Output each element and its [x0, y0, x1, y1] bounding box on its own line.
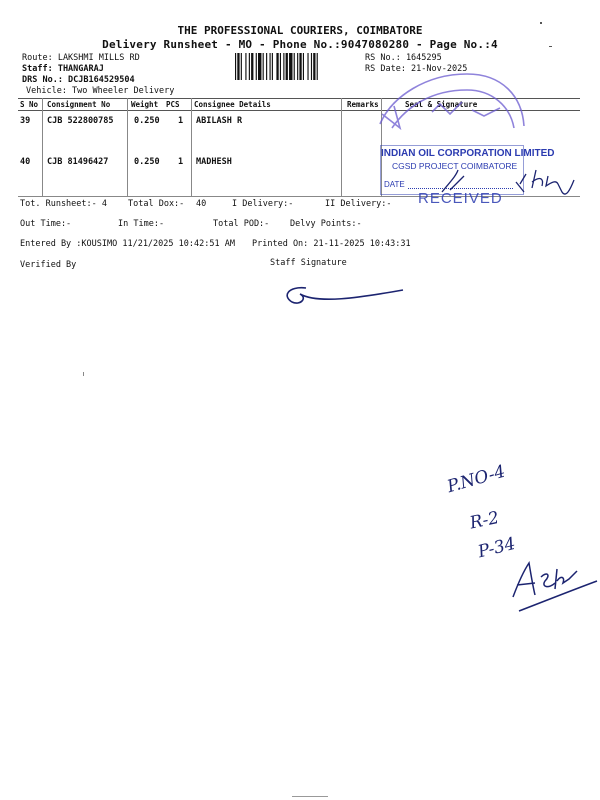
barcode-bar: [251, 53, 253, 80]
barcode-bar: [258, 53, 261, 80]
col-header-weight: Weight: [131, 100, 159, 109]
col-header-pcs: PCS: [166, 100, 180, 109]
barcode-bar: [289, 53, 292, 80]
barcode-bar: [241, 53, 242, 80]
staff-text: Staff: THANGARAJ: [22, 64, 104, 74]
stamp-company-name: INDIAN OIL CORPORATION LIMITED: [381, 148, 555, 159]
barcode-bar: [280, 53, 281, 80]
barcode-bar: [270, 53, 271, 80]
scan-speck: [83, 372, 84, 376]
entered-by: Entered By :KOUSIMO 11/21/2025 10:42:51 AM: [20, 239, 235, 249]
handwritten-initials: [505, 555, 600, 615]
table-col-divider: [341, 98, 342, 196]
barcode-bar: [266, 53, 267, 80]
barcode-bar: [245, 53, 246, 80]
col-header-seal: Seal & Signature: [405, 100, 478, 109]
barcode-bar: [294, 53, 295, 80]
col-header-remarks: Remarks: [347, 100, 379, 109]
cell-consignee: ABILASH R: [196, 116, 243, 126]
barcode-bar: [303, 53, 304, 80]
scan-speck: [540, 22, 542, 24]
route-text: Route: LAKSHMI MILLS RD: [22, 53, 140, 63]
barcode-bar: [313, 53, 315, 80]
total-dox-value: 40: [196, 199, 207, 209]
cell-consignee: MADHESH: [196, 157, 232, 167]
barcode-bar: [263, 53, 264, 80]
verified-by-label: Verified By: [20, 260, 77, 270]
tot-runsheet: Tot. Runsheet:- 4: [20, 199, 107, 209]
runsheet-subtitle: Delivery Runsheet - MO - Phone No.:9047080280 - Page No.:4: [102, 38, 498, 51]
col-header-consignee: Consignee Details: [194, 100, 271, 109]
stamp-date-label: DATE: [384, 180, 405, 189]
cell-sno: 40: [20, 157, 31, 167]
scan-speck: [549, 46, 552, 47]
drs-number: DRS No.: DCJB164529504: [22, 75, 135, 85]
staff-signature-scribble: [278, 280, 408, 310]
staff-signature-label: Staff Signature: [270, 258, 347, 268]
scan-speck: [292, 796, 328, 797]
barcode-bar: [276, 53, 278, 80]
barcode-bar: [256, 53, 257, 80]
delvy-points-label: Delvy Points:-: [290, 219, 362, 229]
table-col-divider: [191, 98, 192, 196]
barcode-bar: [317, 53, 318, 80]
cell-consignment: CJB 81496427: [47, 157, 109, 167]
ii-delivery-label: II Delivery:-: [325, 199, 392, 209]
in-time-label: In Time:-: [118, 219, 165, 229]
barcode-bar: [286, 53, 288, 80]
cell-consignment: CJB 522800785: [47, 116, 114, 126]
cell-pcs: 1: [178, 116, 184, 126]
col-header-sno: S No: [20, 100, 39, 109]
barcode-bar: [237, 53, 239, 80]
handwritten-note-pno: P.NO-4: [445, 461, 508, 498]
cell-weight: 0.250: [134, 116, 160, 126]
barcode-bar: [299, 53, 301, 80]
barcode-bar: [307, 53, 308, 80]
round-seal-stamp: [372, 66, 532, 146]
barcode-bar: [297, 53, 298, 80]
out-time-label: Out Time:-: [20, 219, 72, 229]
vehicle-text: Vehicle: Two Wheeler Delivery: [26, 86, 175, 96]
barcode-bar: [249, 53, 250, 80]
barcode-bar: [311, 53, 312, 80]
printed-on: Printed On: 21-11-2025 10:43:31: [252, 239, 411, 249]
table-col-divider: [127, 98, 128, 196]
rs-date: RS Date: 21-Nov-2025: [365, 64, 468, 74]
barcode-bar: [235, 53, 236, 80]
handwritten-note-r: R-2: [468, 507, 501, 534]
cell-weight: 0.250: [134, 157, 160, 167]
total-pod-label: Total POD:-: [213, 219, 270, 229]
total-dox-label: Total Dox:-: [128, 199, 185, 209]
barcode-image: [235, 53, 361, 80]
handwritten-note-p: P-34: [476, 533, 518, 563]
stamp-project-name: CGSD PROJECT COIMBATORE: [392, 161, 518, 171]
barcode-bar: [283, 53, 284, 80]
barcode-bar: [272, 53, 273, 80]
col-header-consignment: Consignment No: [47, 100, 111, 109]
cell-pcs: 1: [178, 157, 184, 167]
table-col-divider: [42, 98, 43, 196]
received-stamp: RECEIVED: [418, 190, 503, 207]
rs-number: RS No.: 1645295: [365, 53, 442, 63]
i-delivery-label: I Delivery:-: [232, 199, 294, 209]
cell-sno: 39: [20, 116, 31, 126]
company-title: THE PROFESSIONAL COURIERS, COIMBATORE: [177, 24, 423, 37]
